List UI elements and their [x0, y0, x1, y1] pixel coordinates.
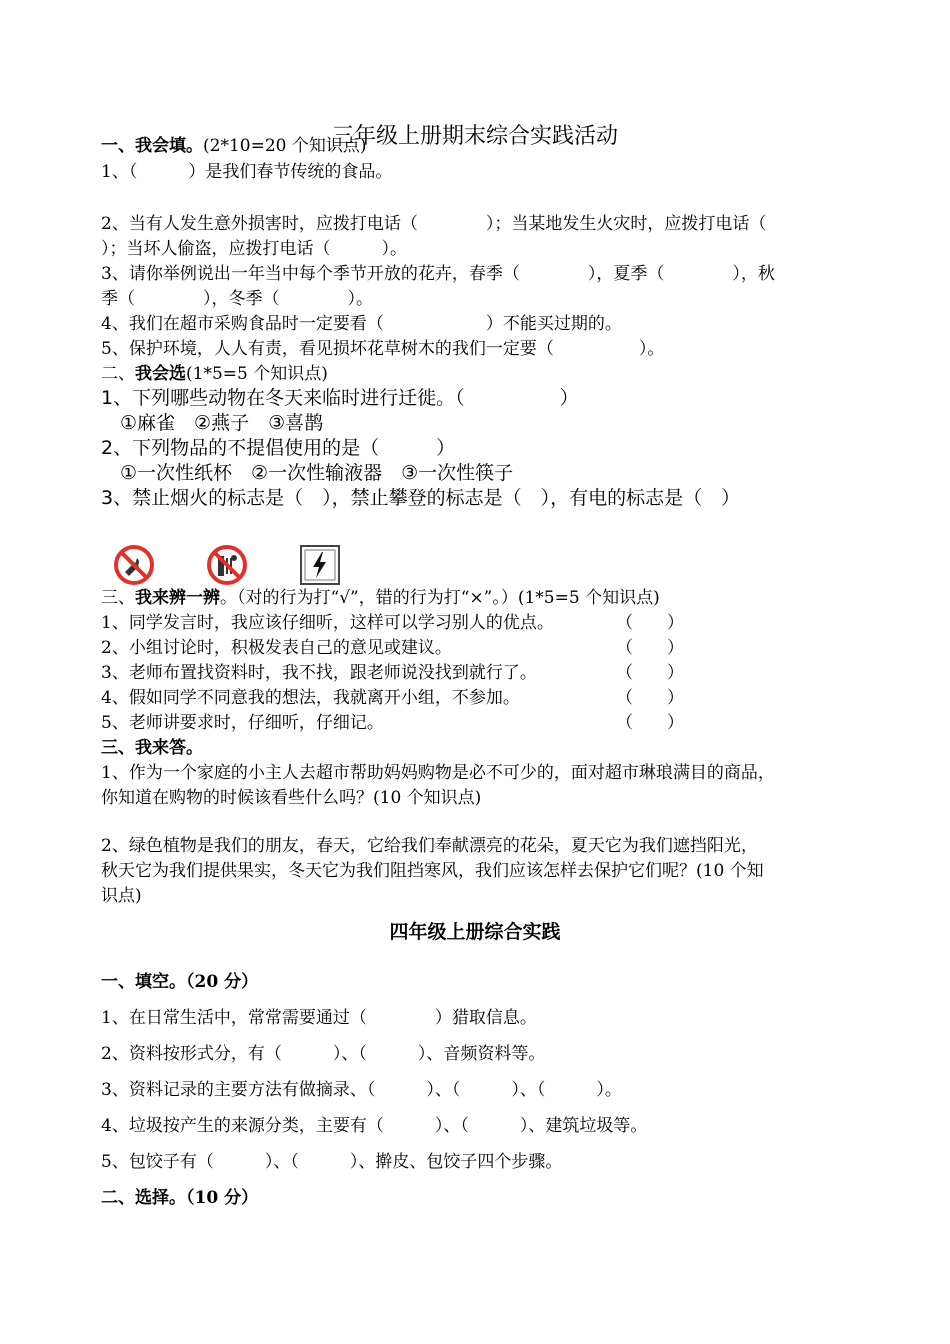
question-text: 2、资料按形式分，有（ ）、（ ）、音频资料等。: [101, 1044, 546, 1064]
question-text: 你知道在购物的时候该看些什么吗？(10 个知识点): [101, 788, 482, 808]
judge-item: 4、假如同学不同意我的想法，我就离开小组，不参加。 （ ）: [101, 688, 684, 708]
judge-item: 1、同学发言时，我应该仔细听，这样可以学习别人的优点。 （ ）: [101, 613, 684, 633]
section-judge-heading: [101, 586, 660, 610]
judge-item: 3、老师布置找资料时，我不找，跟老师说没找到就行了。 （ ）: [101, 663, 684, 683]
question-text: 1、下列哪些动物在冬天来临时进行迁徙。（ ）: [101, 387, 579, 409]
section-heading: 一、填空。（20 分）: [101, 972, 259, 992]
question-text: 2、下列物品的不提倡使用的是（ ）: [101, 437, 456, 459]
section-prefix: 三、: [101, 588, 135, 608]
second-title: 四年级上册综合实践: [389, 921, 561, 943]
no-fire-sign-icon: [113, 544, 155, 586]
question-text: 5、包饺子有（ ）、（ ）、擀皮、包饺子四个步骤。: [101, 1152, 563, 1172]
question-text: 3、资料记录的主要方法有做摘录、（ ）、（ ）、（ ）。: [101, 1080, 622, 1100]
section-heading: 一、我会填。: [101, 136, 203, 156]
answer-blank: （ ）: [616, 613, 684, 633]
section-answer-heading: 三、我来答。: [101, 738, 203, 758]
section-note: (2*10=20 个知识点): [203, 136, 367, 156]
section-note: (1*5=5 个知识点): [186, 364, 328, 384]
question-text: 1、作为一个家庭的小主人去超市帮助妈妈购物是必不可少的，面对超市琳琅满目的商品，: [101, 763, 775, 783]
question-text: 4、垃圾按产生的来源分类，主要有（ ）、（ ）、建筑垃圾等。: [101, 1116, 648, 1136]
question-text: 2、绿色植物是我们的朋友，春天，它给我们奉献漂亮的花朵，夏天它为我们遮挡阳光，: [101, 836, 758, 856]
question-text: 2、当有人发生意外损害时，应拨打电话（ ）；当某地发生火灾时，应拨打电话（: [101, 214, 767, 234]
answer-blank: （ ）: [616, 713, 684, 733]
section-prefix: 二、: [101, 364, 135, 384]
option-list: ①麻雀 ②燕子 ③喜鹊: [120, 412, 324, 434]
question-text: 季（ ），冬季（ ）。: [101, 289, 373, 309]
question-text: 识点): [101, 886, 142, 906]
judge-item: 5、老师讲要求时，仔细听，仔细记。 （ ）: [101, 713, 684, 733]
section-heading: 我会选: [135, 364, 186, 384]
question-text: 3、请你举例说出一年当中每个季节开放的花卉，春季（ ），夏季（ ），秋: [101, 264, 775, 284]
answer-blank: （ ）: [616, 663, 684, 683]
answer-blank: （ ）: [616, 638, 684, 658]
option-list: ①一次性纸杯 ②一次性输液器 ③一次性筷子: [120, 462, 514, 484]
question-text: 1、（ ）是我们春节传统的食品。: [101, 162, 393, 182]
section-fill-heading: [101, 134, 367, 158]
section-heading: 二、选择。（10 分）: [101, 1188, 259, 1208]
section-choose-heading: [101, 362, 328, 386]
question-text: 5、保护环境，人人有责，看见损坏花草树木的我们一定要（ ）。: [101, 339, 665, 359]
question-text: 3、禁止烟火的标志是（ ），禁止攀登的标志是（ ），有电的标志是（ ）: [101, 487, 741, 509]
page-title: 三年级上册期末综合实践活动: [331, 124, 618, 149]
question-text: ）；当坏人偷盗，应拨打电话（ ）。: [101, 239, 407, 259]
no-climbing-sign-icon: [206, 544, 248, 586]
answer-blank: （ ）: [616, 688, 684, 708]
question-text: 4、我们在超市采购食品时一定要看（ ）不能买过期的。: [101, 314, 622, 334]
electric-hazard-sign-icon: [299, 544, 341, 586]
judge-item: 2、小组讨论时，积极发表自己的意见或建议。 （ ）: [101, 638, 684, 658]
section-heading: 我来辨一辨: [135, 588, 220, 608]
question-text: 秋天它为我们提供果实，冬天它为我们阻挡寒风，我们应该怎样去保护它们呢？(10 个知: [101, 861, 764, 881]
section-note: 。（对的行为打“√”，错的行为打“×”。）(1*5=5 个知识点): [220, 588, 660, 608]
question-text: 1、在日常生活中，常常需要通过（ ）猎取信息。: [101, 1008, 537, 1028]
